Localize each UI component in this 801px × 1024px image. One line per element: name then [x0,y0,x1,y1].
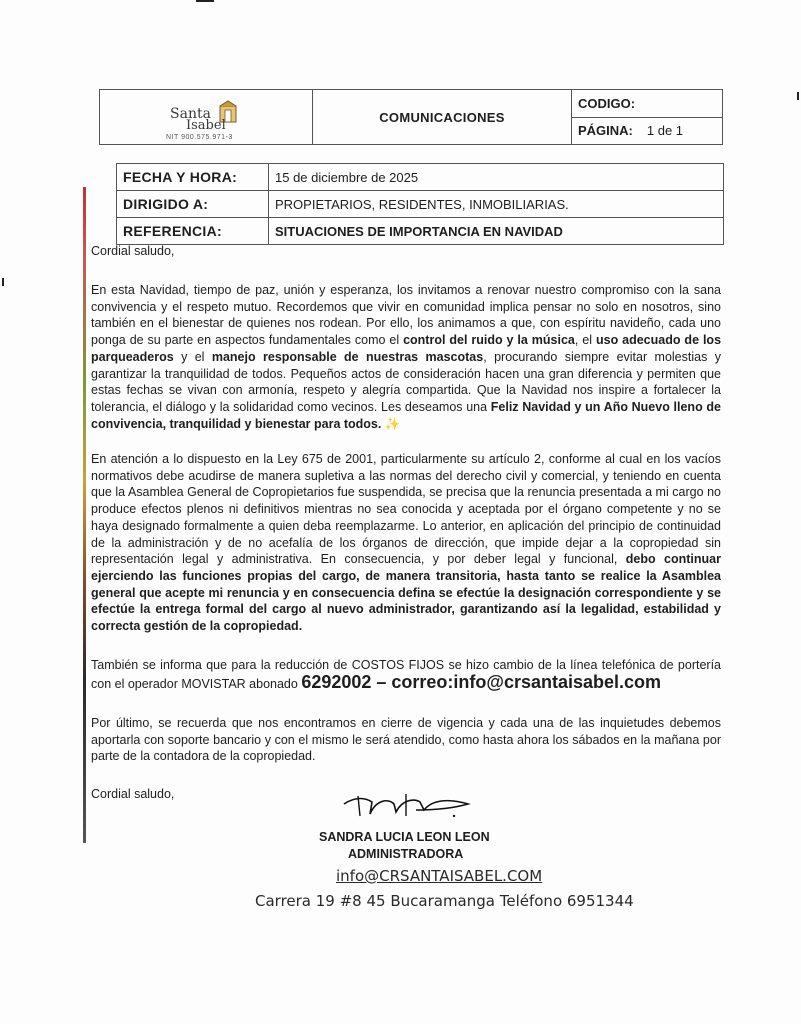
scan-mark-left [2,278,4,286]
greeting: Cordial saludo, [91,244,175,258]
paragraph-navidad [91,282,721,432]
paragraph-costos [91,657,721,692]
pagina-label: PÁGINA: [578,123,633,139]
closing-greeting: Cordial saludo, [91,787,175,801]
p1-bold-feliz-navidad: Feliz Navidad y un Año Nuevo lleno de convivencia, tranquilidad y bienestar para todos. [91,399,721,431]
header-title: COMUNICACIONES [313,90,572,144]
info-table [116,163,724,245]
codigo-label: CODIGO: [578,95,636,111]
dirigido-value: PROPIETARIOS, RESIDENTES, INMOBILIARIAS. [275,196,569,212]
logo-santa-text: Santa [170,106,211,122]
p2-text: En atención a lo dispuesto en la Ley 675 de 2001, particularmente su artículo 2, conforme al cual en los vacíos normativos debe acudirse de manera supletiva a las normas del derecho civil y comercial, y teniendo en cuenta que la Asamblea General de Copropietarios fue suspendida, se precisa que la renuncia presentada a mi cargo no produce efectos plenos ni definitivos mientras no sea conocida y aceptada por el órgano competente y no se haya designado formalmente a quien deba reemplazarme. Lo anterior, en aplicación del principio de continuidad de la administración y de no acefalía de los órganos de dirección, que impide dejar a la copropiedad sin representación legal y administrativa. En consecuencia, y por deber legal y funcional, [91,452,721,567]
info-row-fecha [117,164,723,190]
scan-mark-right [797,92,799,100]
referencia-value: SITUACIONES DE IMPORTANCIA EN NAVIDAD [275,223,563,239]
p1-text-c: , el [574,333,596,348]
p1-bold-parqueaderos: uso adecuado de los parqueaderos [91,333,722,364]
logo-cell [100,90,313,144]
scan-mark-top [196,0,214,2]
document-header [99,89,723,145]
p3-text: También se informa que para la reducción de COSTOS FIJOS se hizo cambio de la línea telefónica de portería con el operador MOVISTAR abonado [91,658,721,691]
signer-role: ADMINISTRADORA [348,847,464,861]
info-row-dirigido [117,190,723,217]
footer-address: Carrera 19 #8 45 Bucaramanga Teléfono 6951344 [255,892,634,910]
fecha-value: 15 de diciembre de 2025 [275,169,419,185]
pagina-row [572,117,722,145]
footer-email-link[interactable]: info@CRSANTAISABEL.COM [336,867,543,885]
p1-text-d: y el [173,349,212,364]
logo-nit: NIT 900.575.971-3 [166,134,233,141]
codigo-row [572,90,722,117]
p1-bold-ruido: control del ruido y la música [403,333,575,348]
fecha-label: FECHA Y HORA: [117,164,269,190]
p1-text-a: En esta Navidad, tiempo de paz, unión y esperanza, los invitamos a renovar nuestro compromiso con la sana convivencia y el respeto mutuo. Recordemos que vivir en comunidad implica pensar no solo en nosotros, sino también en el bienestar de quienes nos rodean. Por ello, los animamos a que, con espíritu navideño, cada uno ponga de su parte en aspectos fundamentales como el [91,283,721,348]
dirigido-label: DIRIGIDO A: [117,191,269,217]
paragraph-renuncia [91,451,721,635]
header-meta [572,90,722,144]
p1-text-e: , procurando siempre evitar molestias y garantizar la tranquilidad de todos. Pequeños actos de consideración hacen una gran diferencia y permiten que estas fechas se vivan con armonía, respeto y alegría compartida. Que la Navidad nos inspire a fortalecer la tolerancia, el diálogo y la solidaridad como vecinos. Les deseamos una [91,349,721,414]
color-margin-bar [83,187,86,843]
referencia-label: REFERENCIA: [117,218,269,244]
logo-isabel-text: Isabel [186,118,226,133]
handwritten-signature [336,790,476,826]
signer-name: SANDRA LUCIA LEON LEON [319,830,490,844]
p2-bold: debo continuar ejerciendo las funciones propias del cargo, de manera transitoria, hasta tanto se realice la Asamblea general que acepte mi renuncia y en consecuencia defina se efectúe la designación correspondiente y se efectúe la entrega formal del cargo al nuevo administrador, garantizando así la legalidad, estabilidad y correcta gestión de la copropiedad. [91,552,721,634]
sparkle-icon: ✨ [384,416,401,431]
phone-email-highlight: 6292002 – correo:info@crsantaisabel.com [301,671,662,692]
p1-bold-mascotas: manejo responsable de nuestras mascotas [211,349,484,364]
paragraph-cierre: Por último, se recuerda que nos encontramos en cierre de vigencia y cada una de las inquietudes debemos aportarla con soporte bancario y con el mismo le será atendido, como hasta ahora los sábados en la mañana por parte de la contadora de la copropiedad. [91,716,721,764]
pagina-value: 1 de 1 [646,123,684,139]
info-row-referencia [117,217,723,244]
